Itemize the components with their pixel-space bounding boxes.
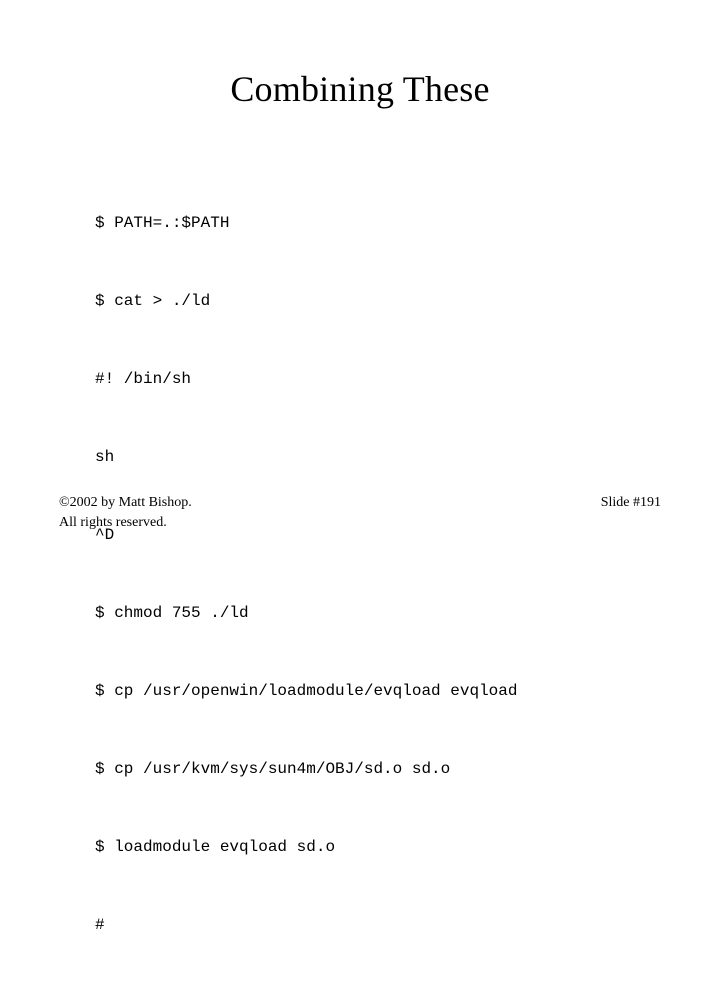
slide-number: Slide #191 (600, 495, 661, 510)
code-line: $ PATH=.:$PATH (95, 214, 230, 232)
code-line: $ loadmodule evqload sd.o (95, 838, 336, 856)
page-title: Combining These (230, 69, 490, 109)
code-line: $ chmod 755 ./ld (95, 604, 249, 622)
code-line: ^D (95, 526, 115, 544)
code-line: $ cp /usr/openwin/loadmodule/evqload evqload (95, 682, 518, 700)
code-line: # (95, 916, 105, 934)
code-line: sh (95, 448, 115, 466)
footer-copyright (59, 493, 192, 533)
rights-line: All rights reserved. (59, 515, 167, 530)
code-line: $ cp /usr/kvm/sys/sun4m/OBJ/sd.o sd.o (95, 760, 451, 778)
code-line: $ cat > ./ld (95, 292, 211, 310)
code-line: #! /bin/sh (95, 370, 192, 388)
copyright-line: ©2002 by Matt Bishop. (59, 495, 192, 510)
code-block (95, 158, 675, 990)
